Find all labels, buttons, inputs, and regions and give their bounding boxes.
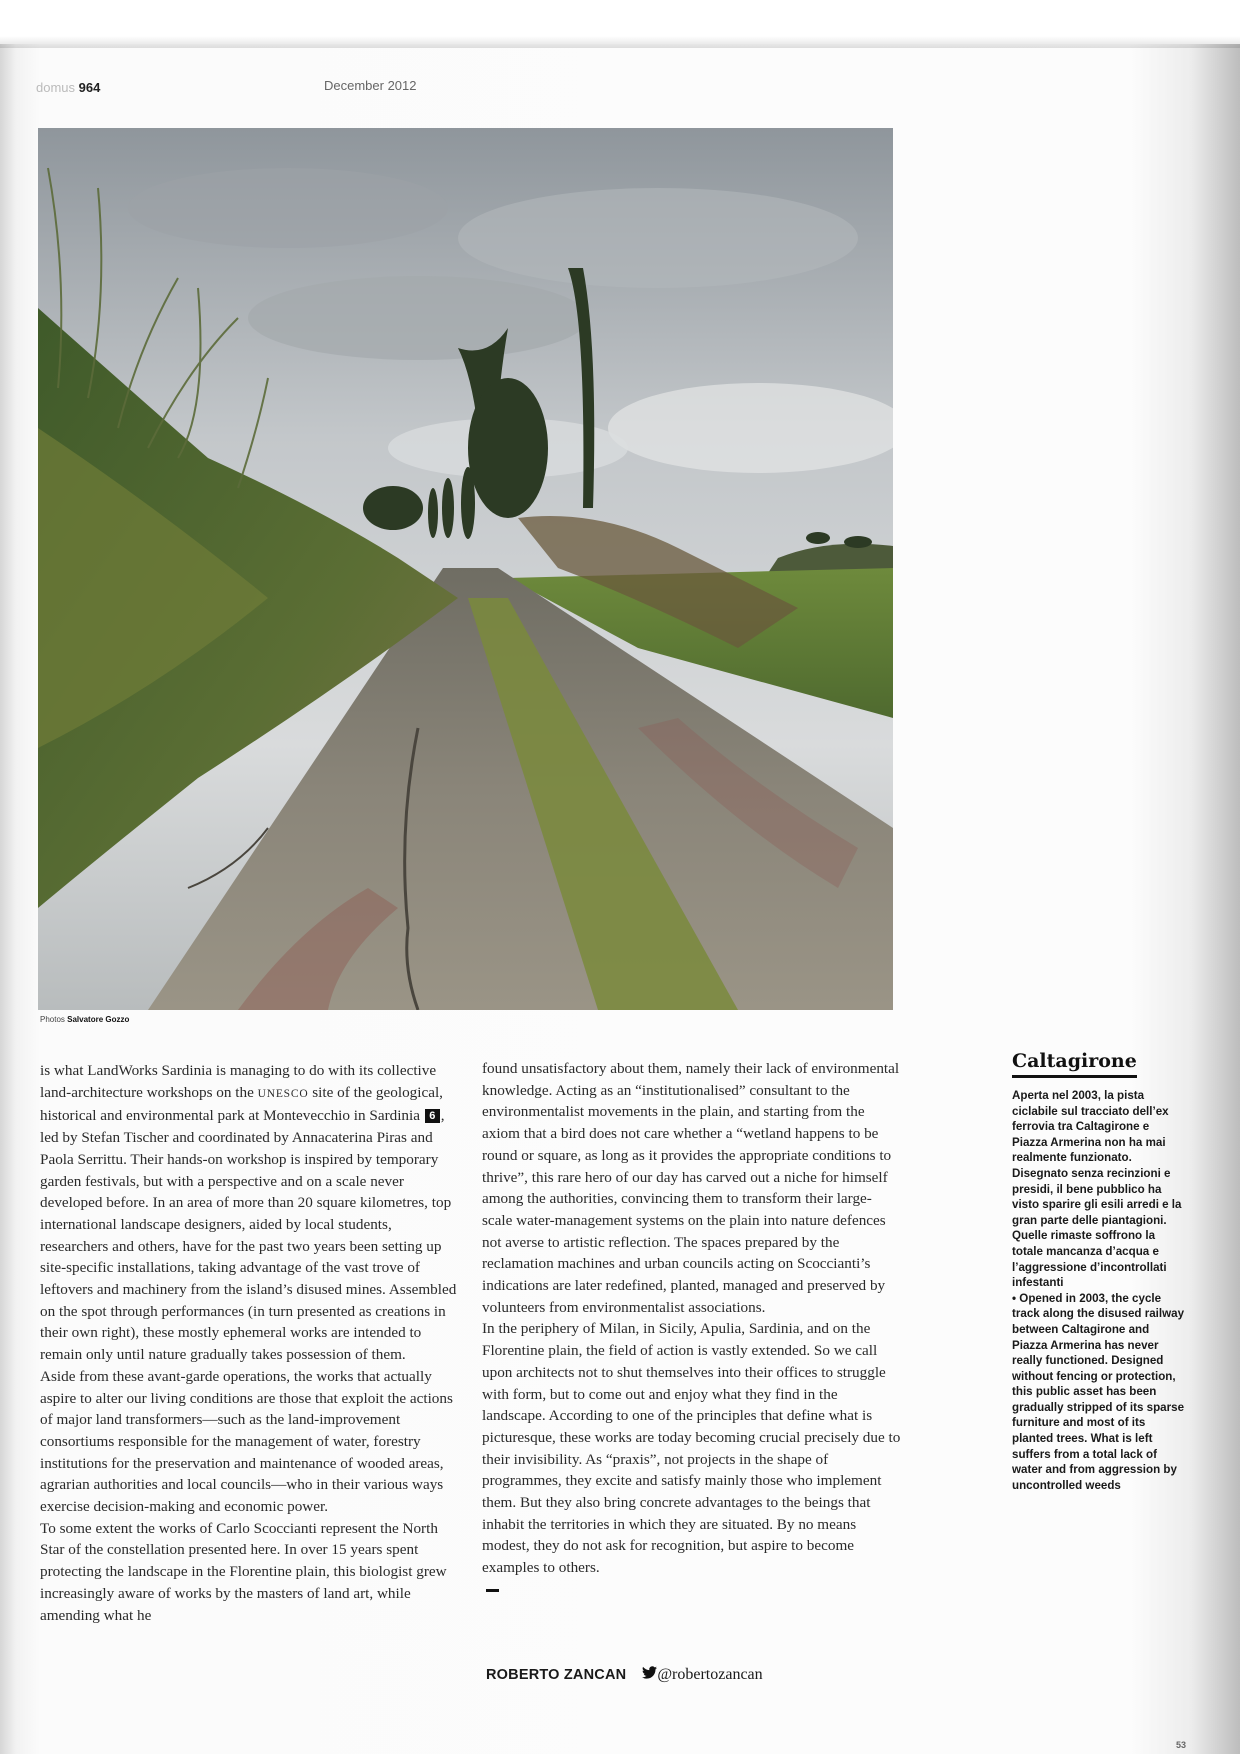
paragraph: To some extent the works of Carlo Scoccianti represent the North Star of the constellation presented here. In over 15 years spent protecting the landscape in the Florentine plain, this biologist grew increasingly aware of works by the masters of land art, while amending what he <box>40 1519 447 1624</box>
twitter-bird-icon <box>642 1666 657 1683</box>
author-name: ROBERTO ZANCAN <box>486 1667 627 1683</box>
sidebar-text <box>1012 1088 1187 1493</box>
landscape-photo <box>38 128 893 1010</box>
text-run: , led by Stefan Tischer and coordinated by Annacaterina Piras and Paola Serrittu. Their hands-on workshop is inspired by temporary garden festivals, but with a perspective and on a scale never developed before. In an area of more than 20 square kilometres, top international landscape designers, aided by local students, researchers and others, have for the past two years been setting up site-specific installations, taking advantage of the vast trove of leftovers and machinery from the island’s disused mines. Assembled on the spot through performances (in turn presented as creations in their own right), these mostly ephemeral works are intended to remain only until nature gradually takes possession of them. <box>40 1107 457 1364</box>
article-column-2 <box>482 1058 902 1592</box>
running-header <box>36 80 100 95</box>
twitter-handle: @robertozancan <box>657 1666 763 1683</box>
text-run: is what LandWorks Sardinia is managing to do with its collective land-architecture workshops on the <box>40 1062 437 1101</box>
byline <box>486 1666 763 1684</box>
magazine-name: domus <box>36 80 76 95</box>
sidebar-italian: Aperta nel 2003, la pista ciclabile sul tracciato dell’ex ferrovia tra Caltagirone e Piazza Armerina non ha mai realmente funzionato. Disegnato senza recinzioni e presidi, il bene pubblico ha visto sparire gli esili arredi e la gran parte delle piantagioni. Quelle rimaste soffrono la totale mancanza d’acqua e l’aggressione d’incontrollati infestanti <box>1012 1089 1182 1290</box>
reference-badge: 6 <box>425 1109 440 1123</box>
byline-dash <box>486 1589 499 1592</box>
page-edge-shadow <box>0 36 1240 48</box>
paragraph: found unsatisfactory about them, namely their lack of environmental knowledge. Acting as an “institutionalised” consultant to the environmentalist movements in the plain, and starting from the axiom that a bird does not care whether a “wetland happens to be round or square, as long as it provides the appropriate conditions to thrive”, this rare hero of our day has carved out a niche for himself among the authorities, convincing them to transform their large-scale water-management systems on the plain into nature defences not averse to artistic reflection. The spaces prepared by the reclamation machines and urban councils acting on Scoccianti’s indications are later redefined, planted, managed and preserved by volunteers from environmentalist associations. <box>482 1060 900 1316</box>
sidebar-title: Caltagirone <box>1012 1050 1137 1078</box>
issue-number: 964 <box>78 80 101 95</box>
paragraph: In the periphery of Milan, in Sicily, Apulia, Sardinia, and on the Florentine plain, the field of action is vastly extended. So we call upon architects not to shut themselves into their offices to struggle with form, but to come out and enjoy what they find in the landscape. According to one of the principles that define what is picturesque, these works are today becoming crucial precisely due to their invisibility. As “praxis”, not projects in the shape of programmes, they excite and satisfy mainly those who implement them. But they also bring concrete advantages to the beings that inhabit the territories in which they are situated. By no means modest, they do not ask for recognition, but aspire to become examples to others. <box>482 1320 901 1577</box>
bullet: • <box>1012 1291 1017 1305</box>
sidebar-english: Opened in 2003, the cycle track along the disused railway between Caltagirone and Piazza Armerina has never really functioned. Designed without fencing or protection, this public asset has been gradually stripped of its sparse furniture and most of its planted trees. What is left suffers from a total lack of water and from aggression by uncontrolled weeds <box>1012 1291 1185 1492</box>
credit-label: Photos <box>40 1015 65 1024</box>
photo-credit <box>40 1015 129 1024</box>
text-run: site of the geological, historical and environmental park at Montevecchio in Sardinia <box>40 1083 443 1125</box>
sidebar-box <box>1012 1050 1187 1493</box>
unesco-smallcaps: UNESCO <box>257 1087 309 1100</box>
page-number: 53 <box>1176 1740 1187 1750</box>
paragraph <box>40 1060 460 1366</box>
article-column-1 <box>40 1060 460 1626</box>
photographer-name: Salvatore Gozzo <box>67 1015 130 1024</box>
paragraph: Aside from these avant-garde operations, the works that actually aspire to alter our living conditions are those that exploit the actions of major land transformers—such as the land-improvement consortiums responsible for the management of water, forestry institutions for the preservation and maintenance of wooded areas, agrarian authorities and local councils—who in their various ways exercise decision-making and economic power. <box>40 1367 453 1516</box>
issue-date: December 2012 <box>324 78 417 93</box>
